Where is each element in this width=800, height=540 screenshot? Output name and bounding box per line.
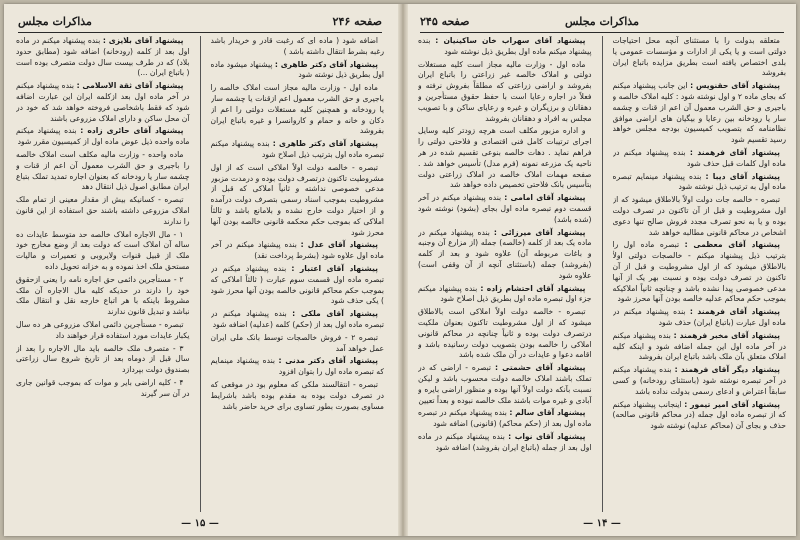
paragraph <box>418 193 592 225</box>
speaker-label: پیشنهاد آقای امامی : <box>504 193 586 203</box>
folio-number: — ۱۵ — <box>181 518 219 529</box>
paragraph <box>16 195 190 227</box>
paragraph-text: پیشنهاد میشود ماده اول بطریق ذیل نوشته شود <box>210 59 384 80</box>
paragraph <box>418 284 592 306</box>
paragraph-text: این جانب پیشنهاد میکنم که بجای ماده ۲ و اول نوشته شود : کلیه املاک خالصه و باجیری و حق الشرب معمول آن اعم از قنات و چشمه سار یا رودخانه بین رعایا و بیگیان های اراضی موافق نظامنامه که بتصویب کمیسیون بودجه مجلس خواهد رسید تقسیم شود <box>612 81 786 145</box>
speaker-label: پیشنهاد آقای دیبا : <box>705 171 780 181</box>
paragraph-text: بنده پیشنهاد میکنم در ماده اول بعد از کلمه (رودخانه) اضافه شود (مطابق حدود بلاد) که در طرف بیست سال دولت متصرف بوده است ( باتباع ایران ...) <box>16 36 190 78</box>
left-page <box>6 4 394 536</box>
paragraph <box>211 264 385 307</box>
paragraph <box>211 163 385 239</box>
paragraph <box>418 408 592 430</box>
paragraph <box>418 432 592 454</box>
paragraph-text: ۳ - متصرف ملک خالصه باید مال الاجاره را بعد از سال قبل از دوماه بعد از تاریخ شروع سال زراعتی بصندوق دولت بپردازد <box>16 343 190 375</box>
text-columns <box>418 36 786 512</box>
speaker-label: پیشنهاد آقای معظمی : <box>684 240 780 250</box>
paragraph <box>418 36 592 58</box>
paragraph <box>613 331 787 363</box>
paragraph <box>211 139 385 161</box>
paragraph-text: بنده پیشنهاد میکنم در آخر قسمت دوم تبصره ماده اول بجای (بشود) نوشته شود (شده باشد) <box>418 193 592 224</box>
paragraph <box>211 356 385 378</box>
paragraph <box>613 307 787 329</box>
page-header <box>420 12 784 33</box>
paragraph-text: تبصره - اراضی که در تملک باشند املاک خالصه دولت محسوب باشد و لیکن نسبت بآنکه دولت اولاً آنها بوده و منظور اراضی بایره و آبادی و غیره موات باشند ملک خالصه نبوده و بعداً تعیین <box>418 363 592 405</box>
paragraph-text: بنده پیشنهاد میکنم در آخر ماده اول علاوه شود (بشرط پرداخت نقد) <box>210 240 384 261</box>
paragraph-text: تبصره ۲ - فروش خالصجات توسط بانک ملی ایران عمل خواهد آمد <box>210 332 384 353</box>
paragraph-text: بنده پیشنهاد میکنم در ماده اول بعد از جمله (باتباع ایران بفروشد) اضافه شود <box>418 431 592 452</box>
book-spread <box>4 4 796 536</box>
paragraph <box>211 36 385 58</box>
paragraph <box>418 307 592 361</box>
speaker-label: پیشنهاد آقای امیر تیمور : <box>684 399 780 409</box>
speaker-label: پیشنهاد آقای نواب : <box>508 431 586 441</box>
paragraph-text: ماده اول - وزارت مالیه مجاز است کلیه مستغلات دولتی و املاک خالصه غیر زراعتی را باتباع ایران بفروشد و اراضی زراعتی که مطلقاً بفروش نرفته و فعلاً در اجاره رعایا است با حفظ حقوق مستأجرین و دهقانان و برزیگران و غیره و رعایای ساکن و با تصویب مجلس به افراد و دهقانان بفروشد <box>418 59 592 123</box>
paragraph <box>211 83 385 137</box>
speaker-label: پیشنهاد آقای حشمتی : <box>494 363 586 373</box>
column-left <box>16 36 190 512</box>
speaker-label: پیشنهاد آقای بلایزی : <box>102 36 184 45</box>
paragraph <box>418 363 592 406</box>
paragraph-text: متعلقه بدولت را با مستثنای آنچه محل احتیاجات دولتی است و یا یکی از ادارات و مؤسسات عمومی یا بلدی اختصاص یافته است بطریق مزایده باتباع ایران بفروشد <box>612 36 786 78</box>
paragraph <box>211 333 385 355</box>
paragraph-text: تبصره - کسانیکه بیش از مقدار معینی از تمام ملک املاک مزروعی داشته باشند حق استفاده از این قانون را ندارند <box>16 195 190 226</box>
paragraph <box>16 275 190 318</box>
paragraph <box>16 320 190 342</box>
right-page <box>408 4 796 536</box>
paragraph <box>418 126 592 191</box>
journal-title: مذاکرات مجلس <box>18 15 92 28</box>
column-divider <box>602 36 603 512</box>
paragraph-text: بنده پیشنهاد میکنم ماده واحده ذیل عوض ماده اول از کمیسیون مقرر شود <box>16 126 190 147</box>
speaker-label: پیشنهاد آقای سالم : <box>509 408 586 418</box>
paragraph-text: تبصره - خالصه دولت اولاً املاکی است که از اول مشروطیت تاکنون درتصرف دولت بوده و درمدت مزبور مدعی خصوصی نداشته و ثانیاً املاکی که قبل از مشروطیت بموجب اسناد رسمی بتصرف دولت درآمده و از اختیار دولت خارج نشده و بلامانع باشد و ثالثاً املاکی که بموجب حکم محکمه قانونی خالصه بودن آنها محرز شود <box>210 162 384 237</box>
paragraph-text: اینجانب پیشنهاد میکنم که از تبصره ماده اول جمله (در محاکم قانونی صالحه) حذف و بجای آن (محاکم عدلیه) نوشته شود <box>612 399 786 431</box>
speaker-label: پیشنهاد آقای عدل : <box>300 240 378 250</box>
text-columns <box>16 36 384 512</box>
paragraph <box>613 195 787 238</box>
paragraph <box>613 148 787 170</box>
paragraph <box>418 228 592 282</box>
paragraph-text: تبصره - انتقالسند ملکی که معلوم بود در موقعی که در تصرف دولت بوده به مقدم بوده باشد باشرایط مساوی بصورت بطور تساوی برای خرید حاضر باشد <box>210 379 384 411</box>
column-right <box>613 36 787 512</box>
speaker-label: پیشنهاد آقای سهراب خان ساکینیان : <box>435 36 586 45</box>
speaker-label: پیشنهاد آقای دکتر مدنی : <box>278 356 379 366</box>
journal-title: مذاکرات مجلس <box>565 15 639 28</box>
column-divider <box>200 36 201 512</box>
speaker-label: پیشنهاد آقای احتشام زاده : <box>480 283 586 293</box>
paragraph <box>613 36 787 79</box>
paragraph <box>16 230 190 273</box>
paragraph-text: بنده پیشنهاد میکنم در آخر ماده اول این جمله اضافه شود و اینکه کلیه املاک متعلق بآن ملک باشد باتباع ایران بفروشد <box>612 330 786 362</box>
paragraph-text: و اداره مزبور مکلف است هرچه زودتر کلیه وسایل اجرای ترتیبات کامل فنی اقتصادی و فلاحتی دولتی را فراهم نماید . دهات خالصه بنوعی تقسیم شده در هر ناحیه یک مزرعه نمونه (فرم مدل) تأسیس خواهد شد . صفحه مهمات املاک خالصه در املاک زراعتی دولت بتأسیس بانک فلاحتی تخصیص داده خواهد شد <box>418 126 592 190</box>
paragraph <box>16 126 190 148</box>
paragraph-text: بنده پیشنهاد میکنم در تبصره ماده اول قسمت سوم عبارت ( ثالثاً املاکی که بموجب حکم محاکم قانونی خالصه بودن آنها محرز شود ) یکی حذف شود <box>210 263 384 306</box>
paragraph-text: بنده پیشنهاد میکنم جزء اول تبصره ماده اول بطریق ذیل اصلاح شود <box>418 283 592 304</box>
paragraph-text: بنده پیشنهاد میکنم در آخر ماده اول بعد ازکلمه ایران این عبارت اضافه شود که فقط باشخاصی فروخته خواهد شد که خود در آن محل ساکن و دارای املاک مزروعی باشند <box>16 81 190 123</box>
speaker-label: پیشنهاد آقای حقنویس : <box>690 81 781 91</box>
speaker-label: پیشنهاد آقای فرهمند : <box>689 147 781 157</box>
paragraph-text: ۱ - مال الاجاره املاک خالصه حد متوسط عایدات ده ساله آن املاک است که دولت بعد از وضع مخارج خود ملک از قبیل قنوات ولایروبی و تعمیرات و مالیات مستحق ملک اخذ نموده و به خزانه تحویل داده <box>16 229 190 271</box>
paragraph <box>613 240 787 305</box>
speaker-label: پیشنهاد آقای اعتبار : <box>291 263 378 273</box>
paragraph <box>16 81 190 124</box>
speaker-label: پیشنهاد آقای مخبر فرهمند : <box>673 330 780 340</box>
paragraph-text: ماده اول - وزارت مالیه مجاز است املاک خالصه را باجیری و حق الشرب معمول اعم ازقنات یا چشمه سار یا رودخانه و همچنین کلیه مستغلات دولتی را اعم از دکان و خانه و حمام و کاروانسرا و غیره باتباع ایران بفروشد <box>210 83 384 136</box>
speaker-label: پیشنهاد آقای حائری زاده : <box>80 126 184 136</box>
folio-number: — ۱۴ — <box>583 518 621 529</box>
speaker-label: پیشنهاد آقای دکتر طاهری : <box>274 59 378 69</box>
page-header <box>18 12 382 33</box>
paragraph-text: بنده پیشنهاد میکنم در آخر تبصره نوشته شود (باستثنای رودخانه) و کسی سابقاً اعتراض و ادعای رسمی بدولت نداده باشد <box>612 365 786 396</box>
paragraph-text: ۲ - مستأجرین دائمی حق اجاره نامه را یعنی ازحقوق خود را دارند در حدیکه کلیه مال الاجاره آن ملک مشروط باینکه با هر اتباع خارجه نقل و انتقال ملک نباشد و تبدیل قانون ندارند <box>16 274 190 317</box>
speaker-label: پیشنهاد دیگر آقای فرهمند : <box>674 365 781 375</box>
paragraph <box>16 150 190 193</box>
page-number-label: صفحه ۲۴۶ <box>332 15 382 28</box>
paragraph-text: بنده پیشنهاد میکنم در ماده یک بعد از کلمه (خالصه) جمله (از مزارع آن وجنبه و باغات مربوطه آن) علاوه شود و بعد از کلمه (بفروشد) جمله (باستثنای آنچه از آن وقفی است) علاوه شود <box>418 227 592 280</box>
paragraph-text: اضافه شود ( ماده ای که رغبت قادر و خریدار باشد رغبه بشرط انتقال داشته باشد ) <box>210 36 384 56</box>
paragraph-text: بنده پیشنهاد میکنم تبصره ماده اول بترتیب ذیل اصلاح شود <box>210 139 384 159</box>
speaker-label: پیشنهاد آقای ملکی : <box>292 309 378 319</box>
paragraph-text: تبصره - خالصه جات دولت اولاً بالاطلاق میشود که از اول مشروطیت و قبل از آن تاکنون در تصرف دولت بوده و یا به نحو تصرف مجدد فروش صالح تنها دعوی اشخاص در محاکم قانونی مطالبه خواهد شد <box>612 195 786 237</box>
speaker-label: پیشنهاد آقای ثقة الاسلامی : <box>76 81 184 91</box>
paragraph <box>211 240 385 262</box>
paragraph-text: بنده پیشنهاد میکنم در تبصره ماده اول بعد از (حکم محاکم) (قانونی) اضافه شود <box>418 408 592 429</box>
book-gutter <box>398 4 408 536</box>
paragraph <box>211 309 385 331</box>
paragraph <box>16 378 190 400</box>
paragraph <box>613 172 787 194</box>
column-left <box>418 36 592 512</box>
page-number-label: صفحه ۲۴۵ <box>420 15 470 28</box>
paragraph <box>613 365 787 397</box>
paragraph-text: ۴ - کلیه اراضی بایر و موات که بموجب قوانین جاری در آن سر گیرند <box>16 377 190 398</box>
paragraph-text: تبصره - مستأجرین دائمی املاک مزروعی هر ده سال یکبار عایدات مورد استفاده قرار خواهند داد <box>16 319 190 340</box>
paragraph-text: بنده پیشنهاد میکنم در ماده اول عبارت (باتباع ایران) حذف شود <box>612 307 786 327</box>
speaker-label: پیشنهاد آقای دکتر طاهری : <box>272 139 378 149</box>
paragraph-text: ماده واحده - وزارت مالیه مکلف است املاک خالصه را باجیری و حق الشرب معمول آن اعم از قنات و چشمه سار یا رودخانه که بعنوان اجاره تمدید تملک بتباع ایران مطابق اصول ذیل انتقال دهد <box>16 149 190 192</box>
paragraph-text: بنده پیشنهاد میکنم در تبصره ماده اول بعد از (حکم) کلمه (عدلیه) اضافه شود <box>210 309 384 329</box>
paragraph <box>613 400 787 432</box>
paragraph <box>613 81 787 146</box>
paragraph-text: بنده پیشنهاد مینمایم که تبصره ماده اول را بتوان افزود <box>210 356 384 377</box>
paragraph-text: تبصره - خالصه دولت اولاً املاکی است بالاطلاق میشود که از اول مشروطیت تاکنون بعنوان ملکیت درتصرف دولت بوده و ثانیاً چنانچه در محاکم قانونی املاکی را خالصه بودن بتصویب دولت رسانیده باشد و اقامه دعوا و عایدات در آن ملک شده باشد <box>418 307 592 360</box>
speaker-label: پیشنهاد آقای فرهمند : <box>689 307 781 317</box>
column-right <box>211 36 385 512</box>
paragraph-text: تبصره ماده اول را بترتیب ذیل پیشنهاد میکنم - خالصجات دولتی اولاً بالاطلاق میشود که از اول مشروطیت و قبل از آن تاکنون در تصرف دولت بوده و نسبت بهر یک از آنها مدعی خصوصی پیدا نشده باشد و چنانچه ثانیاً املاکیکه بموجب حکم محاکم عدلیه خالصه بودن آنها محرز شود <box>612 240 786 304</box>
paragraph <box>418 60 592 125</box>
speaker-label: پیشنهاد آقای میرزائی : <box>493 227 586 237</box>
paragraph-text: بنده پیشنهاد مینمایم تبصره ماده اول به ترتیب ذیل نوشته شود <box>612 171 786 192</box>
paragraph <box>16 344 190 376</box>
paragraph-text: بنده پیشنهاد میکنم ماده اول بطریق ذیل نوشته شود <box>418 36 592 56</box>
paragraph <box>211 380 385 412</box>
paragraph <box>211 60 385 82</box>
paragraph-text: بنده پیشنهاد میکنم در ماده اول کلمات قبل حذف شود <box>612 147 786 168</box>
paragraph <box>16 36 190 79</box>
